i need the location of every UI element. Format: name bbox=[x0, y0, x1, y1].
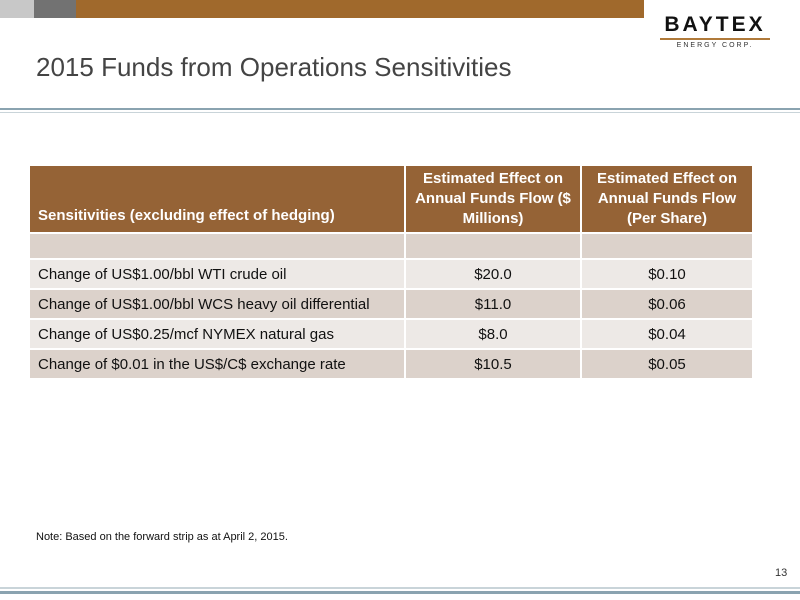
row-label: Change of $0.01 in the US$/C$ exchange rate bbox=[29, 349, 405, 379]
row-label: Change of US$1.00/bbl WCS heavy oil differential bbox=[29, 289, 405, 319]
column-header-per-share: Estimated Effect on Annual Funds Flow (Per Share) bbox=[581, 165, 753, 233]
row-millions-value: $20.0 bbox=[405, 259, 581, 289]
title-divider-thin bbox=[0, 112, 800, 113]
spacer-cell bbox=[29, 233, 405, 259]
row-per-share-value: $0.10 bbox=[581, 259, 753, 289]
row-per-share-value: $0.05 bbox=[581, 349, 753, 379]
spacer-cell bbox=[405, 233, 581, 259]
banner-segment-gray bbox=[0, 0, 34, 18]
table-row bbox=[29, 289, 753, 319]
table-row bbox=[29, 349, 753, 379]
page-number: 13 bbox=[775, 567, 788, 579]
sensitivities-table bbox=[28, 164, 754, 380]
row-per-share-value: $0.06 bbox=[581, 289, 753, 319]
footnote: Note: Based on the forward strip as at April 2, 2015. bbox=[36, 531, 288, 543]
footer-divider bbox=[0, 591, 800, 594]
page-title: 2015 Funds from Operations Sensitivities bbox=[36, 52, 512, 82]
table-row bbox=[29, 319, 753, 349]
company-logo bbox=[644, 0, 800, 62]
row-millions-value: $11.0 bbox=[405, 289, 581, 319]
row-label: Change of US$1.00/bbl WTI crude oil bbox=[29, 259, 405, 289]
row-per-share-value: $0.04 bbox=[581, 319, 753, 349]
footer-divider-thin bbox=[0, 587, 800, 589]
table-header-row bbox=[29, 165, 753, 233]
logo-subtitle: ENERGY CORP. bbox=[676, 42, 754, 49]
table-spacer-row bbox=[29, 233, 753, 259]
logo-rule bbox=[660, 38, 770, 40]
table-row bbox=[29, 259, 753, 289]
logo-wordmark: BAYTEX bbox=[664, 13, 766, 36]
column-header-millions: Estimated Effect on Annual Funds Flow ($ Millions) bbox=[405, 165, 581, 233]
banner-segment-bronze bbox=[76, 0, 644, 18]
row-millions-value: $10.5 bbox=[405, 349, 581, 379]
title-divider bbox=[0, 108, 800, 110]
banner-segment-dark bbox=[34, 0, 76, 18]
row-millions-value: $8.0 bbox=[405, 319, 581, 349]
row-label: Change of US$0.25/mcf NYMEX natural gas bbox=[29, 319, 405, 349]
column-header-sensitivity: Sensitivities (excluding effect of hedging) bbox=[29, 165, 405, 233]
spacer-cell bbox=[581, 233, 753, 259]
